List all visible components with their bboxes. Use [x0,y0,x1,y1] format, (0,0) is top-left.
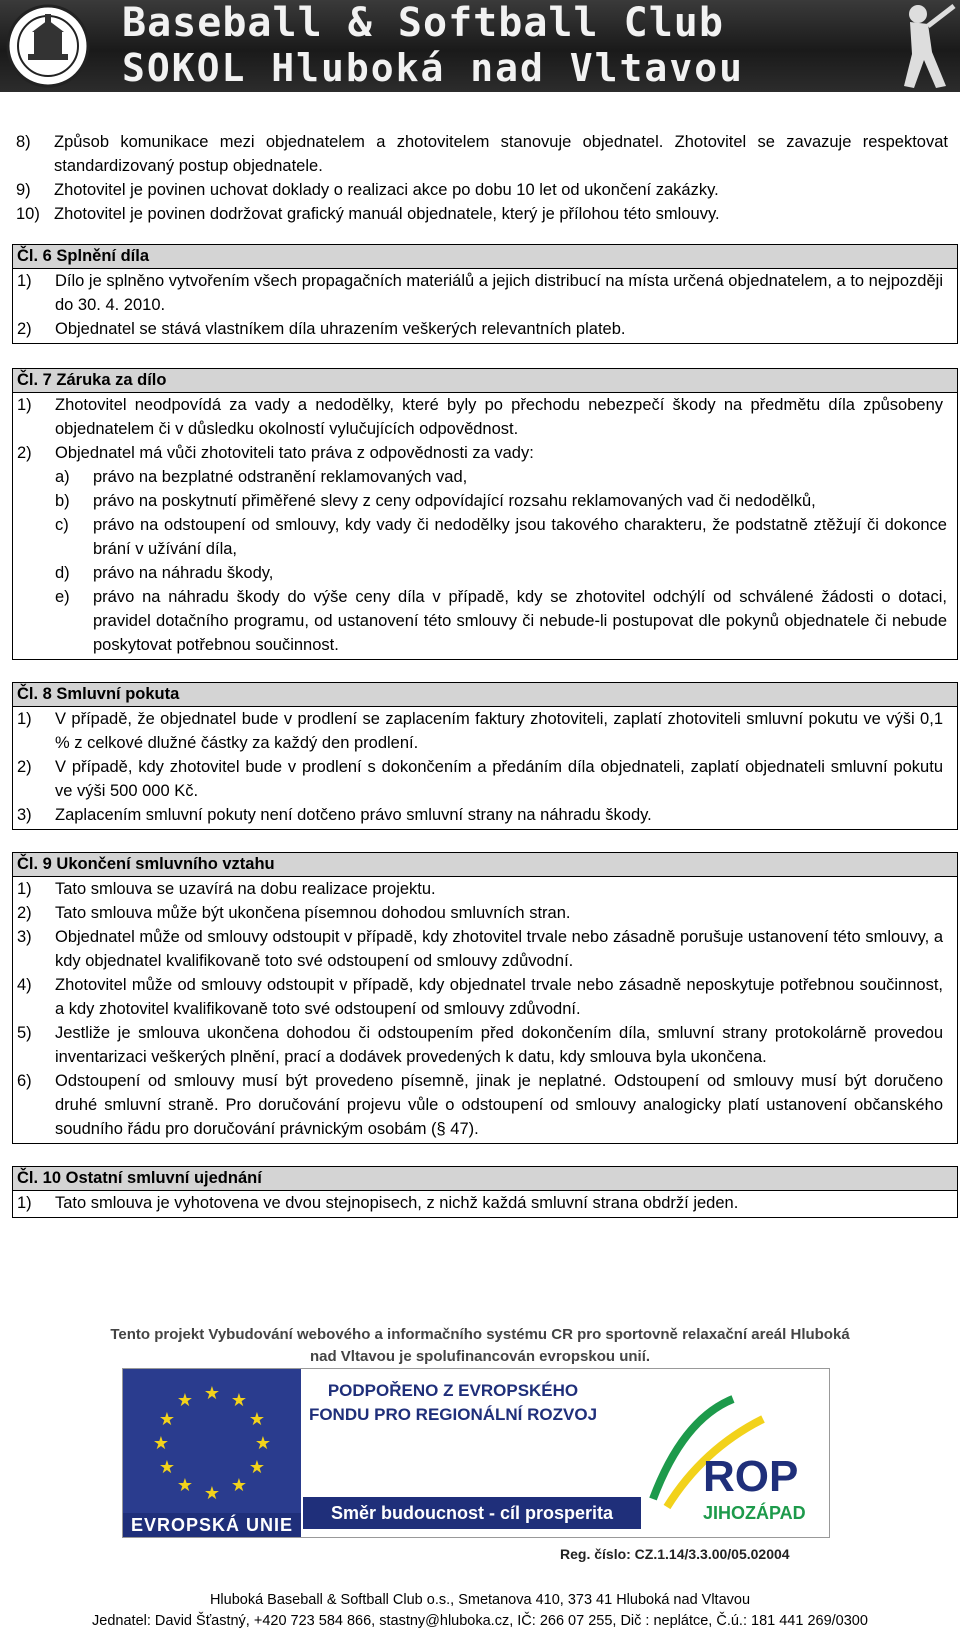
list-item [16,178,958,202]
funding-logos [122,1368,830,1538]
section-article-9 [12,852,958,1144]
list-item [17,393,953,441]
section-title: Čl. 8 Smluvní pokuta [13,683,957,707]
intro-list [12,130,958,226]
sub-item-letter: b) [55,492,70,510]
footer-contact: Jednatel: David Šťastný, +420 723 584 866, stastny@hluboka.cz, IČ: 266 07 255, Dič : neplátce, Č.ú.: 181 441 269/0300 [92,1613,868,1629]
item-text: Objednatel se stává vlastníkem díla uhrazením veškerých relevantních plateb. [55,320,626,338]
svg-text:★: ★ [158,1409,176,1430]
item-text: V případě, kdy zhotovitel bude v prodlení s dokončením a předáním díla objednateli, zaplatí objednateli smluvní pokutu ve výši 500 000 Kč. [55,758,943,800]
sub-item [17,561,953,585]
list-item [17,803,953,827]
item-text: Tato smlouva je vyhotovena ve dvou stejnopisech, z nichž každá smluvní strana obdrží jeden. [55,1194,739,1212]
item-text: Tato smlouva může být ukončena písemnou dohodou smluvních stran. [55,904,571,922]
section-article-6 [12,244,958,344]
section-article-8 [12,682,958,830]
sub-item-letter: e) [55,588,70,606]
list-item [17,1021,953,1069]
item-text: Odstoupení od smlouvy musí být provedeno písemně, jinak je neplatné. Odstoupení od smlouvy musí být doručeno druhé smluvní straně. Pro doručování projevu vůle o odstoupení od smlouvy analogicky platí ustanovení občanského soudního řádu pro doručování právnickým osobám (§ 47). [55,1072,943,1138]
item-text: Jestliže je smlouva ukončena dohodou či odstoupením před dokončením díla, smluvní strany protokolárně provedou inventarizaci veškerých plnění, prací a dodávek provedených k datu, kdy smlouva byla ukončena. [55,1024,943,1066]
item-text: Zhotovitel neodpovídá za vady a nedodělky, které byly po přechodu nebezpečí škody na předmětu díla způsobeny objednatelem či v důsledku okolností vylučujících odpovědnost. [55,396,943,438]
item-text: Objednatel má vůči zhotoviteli tato práva z odpovědnosti za vady: [55,444,534,462]
svg-text:★: ★ [248,1409,266,1430]
item-number: 4) [17,976,32,994]
sub-item [17,513,953,561]
svg-text:★: ★ [230,1390,248,1411]
list-item [16,202,958,226]
section-title: Čl. 6 Splnění díla [13,245,957,269]
header-banner [0,0,960,92]
svg-text:★: ★ [158,1457,176,1478]
footer-address: Hluboká Baseball & Softball Club o.s., Smetanova 410, 373 41 Hluboká nad Vltavou [209,1592,751,1608]
item-text: Dílo je splněno vytvořením všech propagačních materiálů a jejich distribucí na místa určená objednatelem, a to nejpozději do 30. 4. 2010. [55,272,943,314]
fund-title: PODPOŘENO Z EVROPSKÉHO FONDU PRO REGIONÁLNÍ ROZVOJ [308,1381,598,1424]
item-number: 3) [17,928,32,946]
item-number: 2) [17,320,32,338]
item-number: 10) [16,205,40,223]
list-item [17,1191,953,1215]
item-number: 1) [17,272,32,290]
list-item [17,441,953,465]
item-number: 3) [17,806,32,824]
sub-item [17,465,953,489]
header-title-line1: Baseball & Softball Club [122,0,724,46]
sub-item-text: právo na poskytnutí přiměřené slevy z ceny odpovídající rozsahu reklamovaných vad či nedodělků, [93,492,816,510]
section-title: Čl. 10 Ostatní smluvní ujednání [13,1167,957,1191]
funding-statement: Tento projekt Vybudování webového a informačního systému CR pro sportovně relaxační areál Hluboká nad Vltavou je spolufinancován evropskou unií. [110,1326,850,1365]
list-item [17,973,953,1021]
list-item [17,707,953,755]
svg-text:★: ★ [230,1475,248,1496]
club-logo-icon [4,2,104,90]
sub-item [17,585,953,657]
sub-item-letter: c) [55,516,69,534]
item-number: 8) [16,133,31,151]
item-number: 2) [17,904,32,922]
item-number: 5) [17,1024,32,1042]
rop-logo-icon [643,1379,827,1529]
item-text: Zaplacením smluvní pokuty není dotčeno právo smluvní strany na náhradu škody. [55,806,652,824]
rop-name: ROP [703,1452,799,1501]
svg-text:★: ★ [248,1457,266,1478]
svg-text:★: ★ [176,1390,194,1411]
item-number: 1) [17,1194,32,1212]
sub-item-text: právo na odstoupení od smlouvy, kdy vady či nedodělky jsou takového charakteru, že podstatně ztěžují či dokonce brání v užívání díla, [93,516,947,558]
item-text: Objednatel může od smlouvy odstoupit v případě, kdy zhotovitel trvale nebo zásadně porušuje ustanovení této smlouvy, a kdy objednatel kvalifikovaně toto své odstoupení od smlouvy zdůvodní. [55,928,943,970]
svg-text:★: ★ [203,1483,221,1504]
contract-content [12,130,958,1218]
svg-text:★: ★ [203,1383,221,1404]
rop-region: JIHOZÁPAD [703,1503,806,1523]
item-number: 6) [17,1072,32,1090]
item-text: Zhotovitel je povinen uchovat doklady o realizaci akce po dobu 10 let od ukončení zakázky. [54,181,719,199]
list-item [17,269,953,317]
item-text: Tato smlouva se uzavírá na dobu realizace projektu. [55,880,436,898]
item-number: 9) [16,181,31,199]
item-text: V případě, že objednatel bude v prodlení se zaplacením faktury zhotoviteli, zaplatí zhotoviteli smluvní pokutu ve výši 0,1 % z celkové dlužné částky za každý den prodlení. [55,710,943,752]
sub-item-letter: d) [55,564,70,582]
sub-item [17,489,953,513]
item-text: Zhotovitel je povinen dodržovat grafický manuál objednatele, který je přílohou této smlouvy. [54,205,720,223]
sub-item-text: právo na náhradu škody, [93,564,274,582]
list-item [17,1069,953,1141]
eu-label: EVROPSKÁ UNIE [123,1513,301,1537]
item-text: Zhotovitel může od smlouvy odstoupit v případě, kdy objednatel trvale nebo zásadně neposkytuje potřebnou součinnost, a kdy zhotovitel kvalifikovaně toto své odstoupení od smlouvy zdůvodní. [55,976,943,1018]
sub-item-text: právo na bezplatné odstranění reklamovaných vad, [93,468,468,486]
list-item [17,901,953,925]
sub-item-text: právo na náhradu škody do výše ceny díla v případě, kdy se zhotovitel odchýlí od schválené žádosti o dotaci, pravidel dotačního programu, od ustanovení této smlouvy či nebude-li postupovat dle pokynů objednatele či nebude poskytovat potřebnou součinnost. [93,588,947,654]
svg-text:★: ★ [152,1433,170,1454]
section-article-10 [12,1166,958,1218]
item-number: 2) [17,444,32,462]
registration-number: Reg. číslo: CZ.1.14/3.3.00/05.02004 [560,1546,790,1562]
section-title: Čl. 9 Ukončení smluvního vztahu [13,853,957,877]
list-item [17,877,953,901]
sub-item-letter: a) [55,468,70,486]
list-item [17,317,953,341]
motto-bar: Směr budoucnost - cíl prosperita [303,1497,641,1529]
item-number: 1) [17,880,32,898]
section-title: Čl. 7 Záruka za dílo [13,369,957,393]
section-article-7 [12,368,958,660]
page-footer [0,1590,960,1632]
svg-text:★: ★ [254,1433,272,1454]
header-title-line2: SOKOL Hluboká nad Vltavou [122,46,744,90]
item-number: 2) [17,758,32,776]
item-text: Způsob komunikace mezi objednatelem a zhotovitelem stanovuje objednatel. Zhotovitel se zavazuje respektovat standardizovaný postup objednatele. [54,133,948,175]
item-number: 1) [17,396,32,414]
svg-text:★: ★ [176,1475,194,1496]
list-item [17,755,953,803]
batter-silhouette-icon [870,0,960,92]
list-item [17,925,953,973]
eu-flag-icon [123,1369,301,1513]
list-item [16,130,958,178]
item-number: 1) [17,710,32,728]
